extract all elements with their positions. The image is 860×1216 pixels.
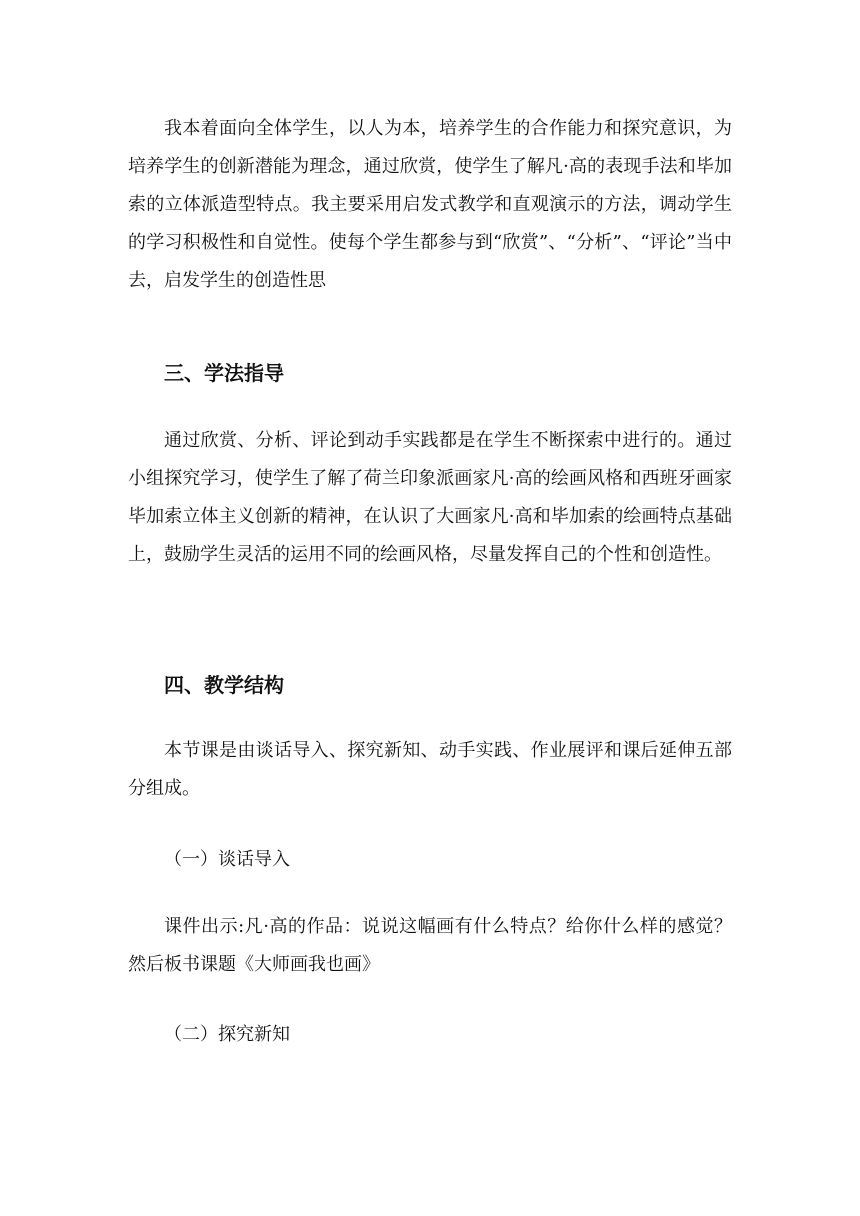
subheading-explore-new-knowledge: （二）探究新知 (164, 1024, 290, 1045)
subheading-conversation-intro: （一）谈话导入 (164, 849, 290, 870)
paragraph-structure-overview: 本节课是由谈话导入、探究新知、动手实践、作业展评和课后延伸五部分组成。 (128, 740, 732, 799)
heading-teaching-structure: 四、教学结构 (164, 673, 284, 697)
heading-study-method-guidance: 三、学法指导 (164, 361, 284, 385)
paragraph-study-method: 通过欣赏、分析、评论到动手实践都是在学生不断探索中进行的。通过小组探究学习，使学生了解了荷兰印象派画家凡·高的绘画风格和西班牙画家毕加索立体主义创新的精神，在认识了大画家凡·高和毕加索的绘画特点基础上，鼓励学生灵活的运用不同的绘画风格，尽量发挥自己的个性和创造性。 (128, 430, 732, 565)
paragraph-teaching-philosophy: 我本着面向全体学生，以人为本，培养学生的合作能力和探究意识，为培养学生的创新潜能为理念，通过欣赏，使学生了解凡·高的表现手法和毕加索的立体派造型特点。我主要采用启发式教学和直观演示的方法，调动学生的学习积极性和自觉性。使每个学生都参与到“欣赏”、“分析”、“评论”当中去，启发学生的创造性思 (128, 118, 732, 291)
paragraph-courseware-display: 课件出示:凡·高的作品：说说这幅画有什么特点？给你什么样的感觉？然后板书课题《大师画我也画》 (128, 916, 732, 975)
